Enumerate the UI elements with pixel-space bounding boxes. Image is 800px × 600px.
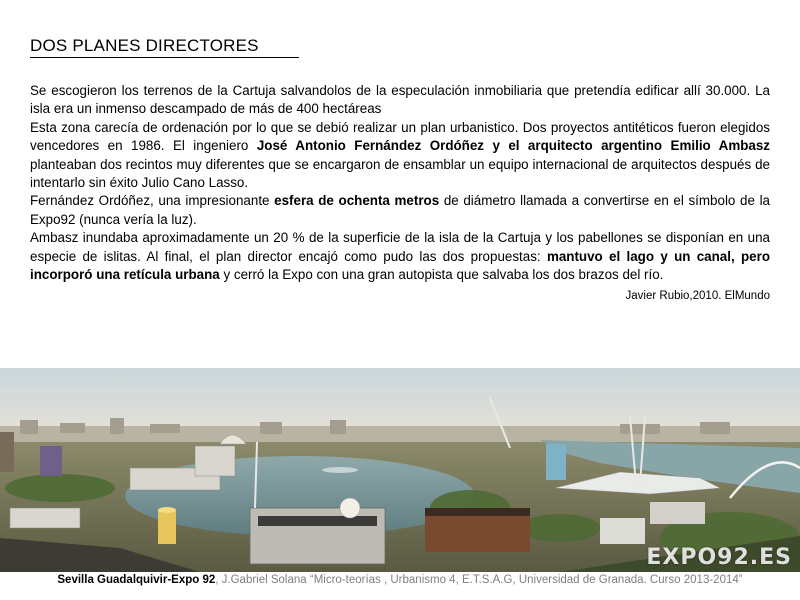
paragraph-2-text-a: Esta zona carecía de ordenación por lo que se debió realizar un plan urbanistico. Dos proyectos antitéticos fueron elegidos vencedores en 1986. El ingeniero bbox=[30, 119, 770, 154]
paragraph-2-text-c: planteaban dos recintos muy diferentes que se encargaron de ensamblar un equipo internacional de arquitectos después de intentarlo sin éxito Julio Cano Lasso. bbox=[30, 156, 770, 191]
paragraph-4-text-c: y cerró la Expo con una gran autopista que salvaba los dos brazos del río. bbox=[219, 267, 664, 283]
paragraph-3-text-c: de diámetro llamada a convertirse en el símbolo de la Expo92 (nunca vería la luz). bbox=[30, 193, 770, 227]
expo-panorama-photo bbox=[0, 368, 800, 572]
paragraph-2-bold: José Antonio Fernández Ordóñez y el arquitecto argentino Emilio Ambasz bbox=[256, 138, 771, 154]
blue-tower bbox=[546, 444, 566, 480]
panorama-illustration bbox=[0, 368, 800, 572]
footer-text: , J.Gabriel Solana “Micro-teorías , Urbanismo 4, E.T.S.A.G, Universidad de Granada. Curso 2013-2014” bbox=[215, 574, 743, 586]
paragraph-4-bold: mantuvo el lago y un canal, pero incorporó una retícula urbana bbox=[30, 248, 770, 283]
paragraph-4-text-a: Ambasz inundaba aproximadamente un 20 % de la superficie de la isla de la Cartuja y los pabellones se disponían en una especie de islitas. Al final, el plan director encajó como pudo las dos propuestas: bbox=[30, 230, 770, 264]
yellow-tower bbox=[158, 510, 176, 544]
body-text bbox=[30, 82, 770, 284]
footer-bold: Sevilla Guadalquivir-Expo 92 bbox=[57, 574, 216, 586]
attribution: Javier Rubio,2010. ElMundo bbox=[625, 290, 770, 302]
paragraph-3 bbox=[30, 192, 770, 229]
paragraph-4 bbox=[30, 229, 770, 284]
paragraph-3-bold: esfera de ochenta metros bbox=[274, 193, 440, 209]
photo-watermark: EXPO92.ES bbox=[646, 545, 792, 570]
paragraph-1: Se escogieron los terrenos de la Cartuja salvandolos de la especulación inmobiliaria que pretendía edificar allí 30.000. La isla era un inmenso descampado de más de 400 hectáreas bbox=[30, 83, 770, 117]
slide-title: DOS PLANES DIRECTORES bbox=[30, 36, 299, 58]
paragraph-2 bbox=[30, 119, 770, 193]
paragraph-3-text-a: Fernández Ordóñez, una impresionante bbox=[30, 193, 275, 209]
footer-caption bbox=[0, 574, 800, 594]
